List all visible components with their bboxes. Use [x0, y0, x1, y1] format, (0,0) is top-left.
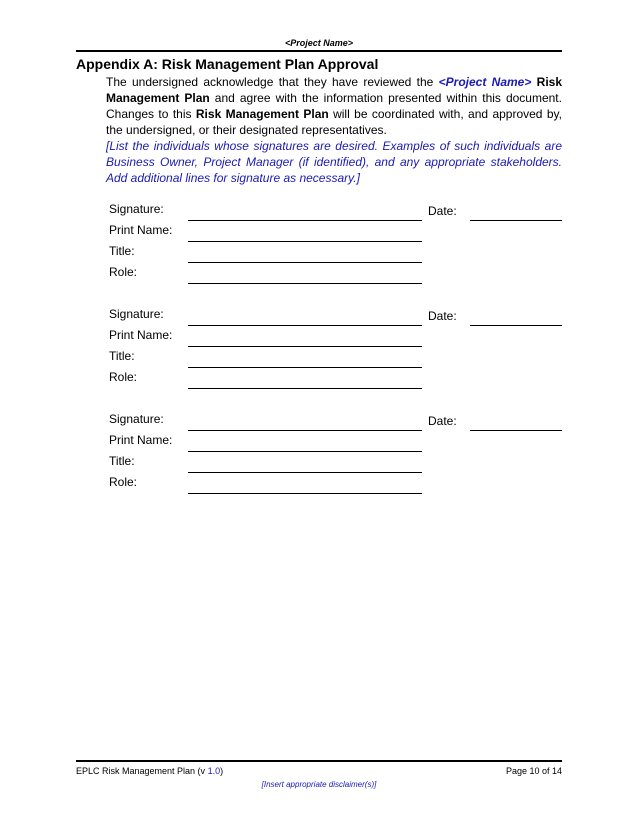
title-label: Title:: [109, 349, 135, 363]
signature-block-2: [0, 307, 638, 407]
role-label: Role:: [109, 370, 138, 384]
footer-page-number: Page 10 of 14: [505, 766, 562, 776]
date-label: Date:: [428, 204, 457, 218]
print-name-line[interactable]: [188, 241, 422, 242]
signature-label: Signature:: [109, 412, 164, 426]
footer-doc-prefix: EPLC Risk Management Plan (v: [76, 766, 208, 776]
print-name-label: Print Name:: [109, 433, 173, 447]
title-label: Title:: [109, 244, 135, 258]
signature-block-1: [0, 202, 638, 302]
signature-label: Signature:: [109, 307, 164, 321]
footer-rule: [76, 760, 562, 762]
footer-doc-suffix: ): [220, 766, 224, 776]
role-label: Role:: [109, 475, 138, 489]
appendix-title: Appendix A: Risk Management Plan Approval: [76, 56, 379, 72]
acknowledgement-paragraph: [106, 74, 562, 138]
signature-block-3: [0, 412, 638, 512]
signature-line[interactable]: [188, 325, 422, 326]
ack-text-1: The undersigned acknowledge that they have reviewed the: [106, 75, 439, 89]
role-label: Role:: [109, 265, 138, 279]
instruction-text: [List the individuals whose signatures are desired. Examples of such individuals are Business Owner, Project Manager (if identified), and any appropriate stakeholders. Add additional lines for signature as necessary.]: [106, 139, 562, 185]
ack-text-2: and agree with the information presented within this document. Changes to this: [106, 91, 562, 121]
signature-label: Signature:: [109, 202, 164, 216]
ack-plan-name: Risk Management Plan: [106, 75, 562, 105]
role-line[interactable]: [188, 388, 422, 389]
footer-version: 1.0: [207, 766, 221, 776]
title-label: Title:: [109, 454, 135, 468]
footer-doc-title: [76, 766, 223, 776]
date-line[interactable]: [470, 220, 562, 221]
date-line[interactable]: [470, 325, 562, 326]
title-line[interactable]: [188, 472, 422, 473]
print-name-line[interactable]: [188, 346, 422, 347]
ack-plan-name-2: Risk Management Plan: [195, 107, 329, 121]
date-label: Date:: [428, 309, 457, 323]
print-name-line[interactable]: [188, 451, 422, 452]
date-line[interactable]: [470, 430, 562, 431]
title-line[interactable]: [188, 262, 422, 263]
footer-disclaimer: [Insert appropriate disclaimer(s)]: [261, 780, 377, 789]
ack-text-3: will be coordinated with, and approved by, the undersigned, or their designated representatives.: [106, 107, 562, 137]
print-name-label: Print Name:: [109, 223, 173, 237]
date-label: Date:: [428, 414, 457, 428]
running-header: <Project Name>: [284, 38, 354, 48]
print-name-label: Print Name:: [109, 328, 173, 342]
signature-line[interactable]: [188, 220, 422, 221]
role-line[interactable]: [188, 493, 422, 494]
role-line[interactable]: [188, 283, 422, 284]
signature-line[interactable]: [188, 430, 422, 431]
title-line[interactable]: [188, 367, 422, 368]
header-rule: [76, 50, 562, 52]
project-name-placeholder: <Project Name>: [438, 75, 532, 89]
